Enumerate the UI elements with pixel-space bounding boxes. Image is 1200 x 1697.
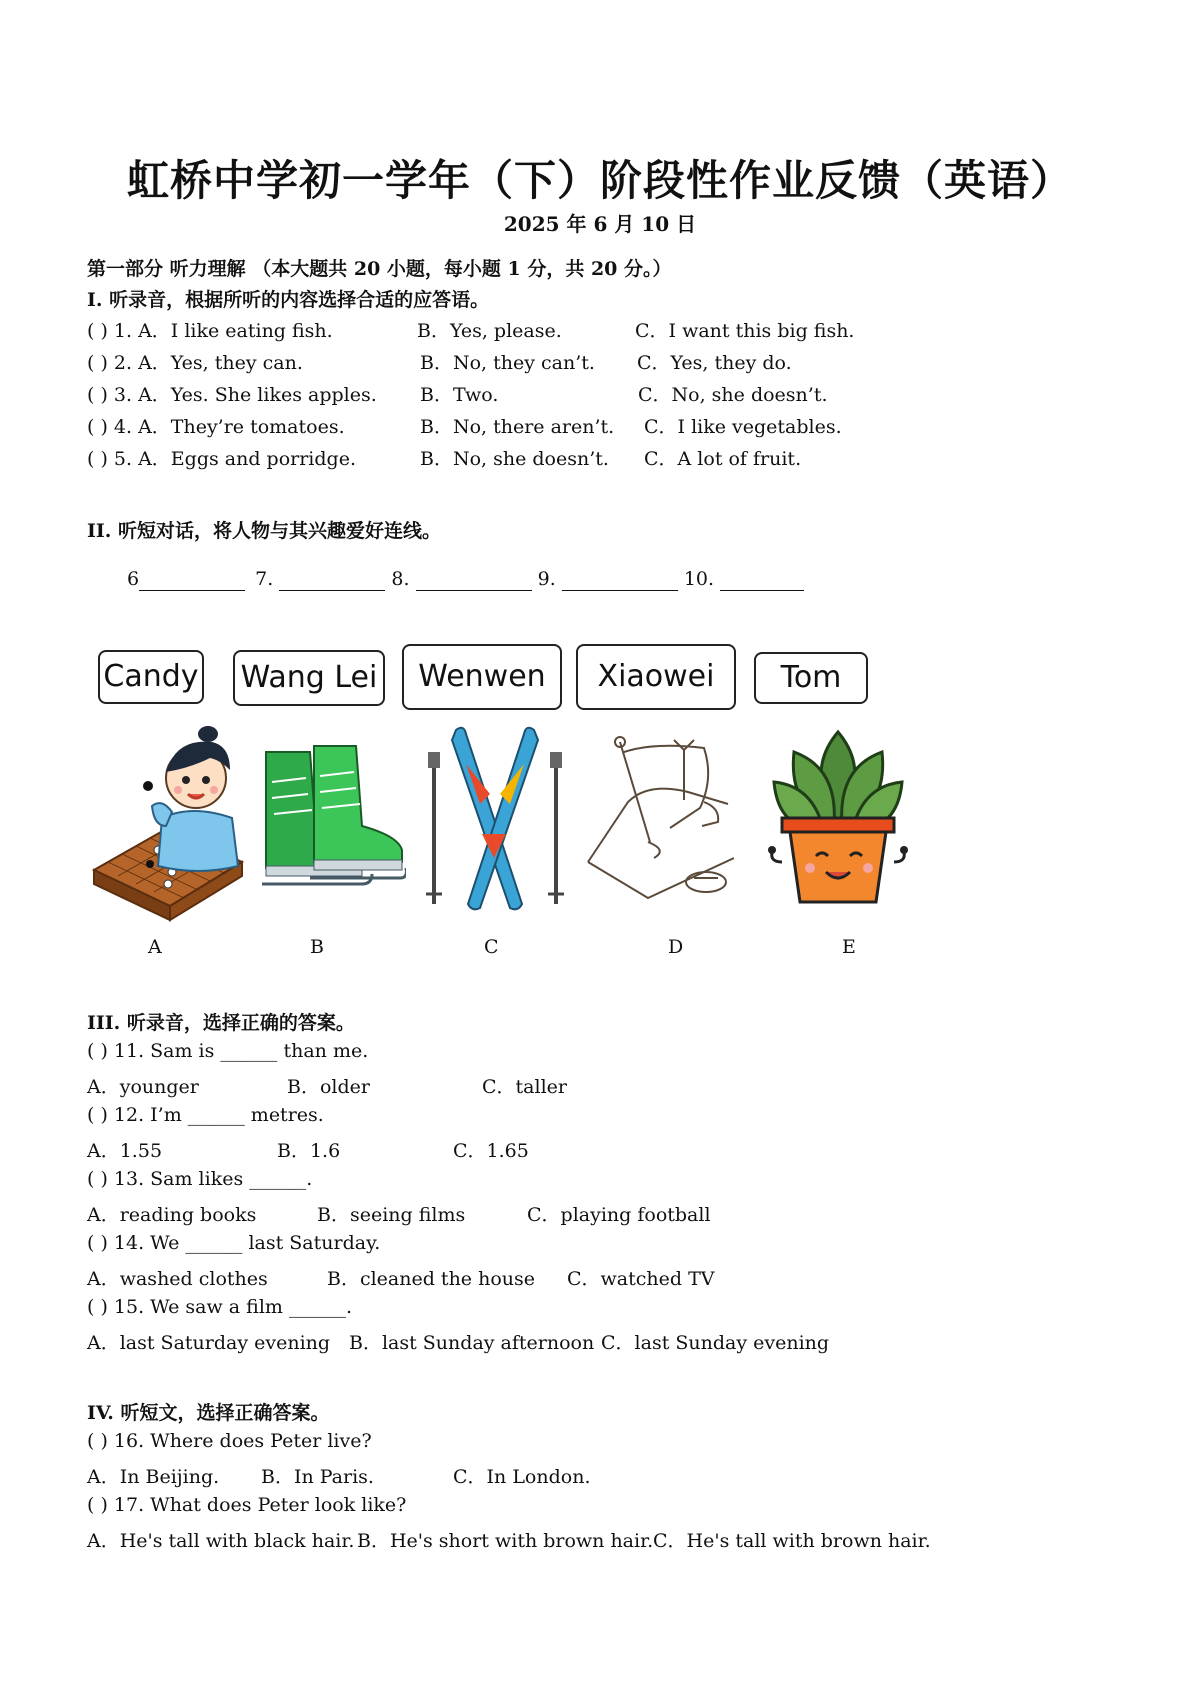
- question-15-options: [87, 1328, 1087, 1355]
- question-14-b: B．cleaned the house: [327, 1268, 535, 1290]
- page-title: 虹桥中学初一学年（下）阶段性作业反馈（英语）: [126, 156, 1073, 205]
- blank-10[interactable]: [720, 568, 804, 591]
- question-3: [87, 380, 828, 407]
- question-14-stem: ( ) 14. We ______ last Saturday.: [87, 1232, 381, 1254]
- question-17-b: B．He's short with brown hair.: [357, 1530, 654, 1552]
- question-12-a: A．1.55: [87, 1140, 163, 1162]
- question-11-c: C．taller: [482, 1076, 567, 1098]
- question-4-c: C．I like vegetables.: [644, 416, 842, 438]
- picture-letter-e: E: [842, 936, 856, 958]
- question-2-a: ( ) 2. A．Yes, they can.: [87, 352, 303, 374]
- question-15-stem: ( ) 15. We saw a film ______.: [87, 1296, 353, 1318]
- question-17-options: [87, 1526, 1137, 1553]
- part1-heading: 第一部分 听力理解 （本大题共 20 小题，每小题 1 分，共 20 分。）: [87, 258, 672, 280]
- question-12-b: B．1.6: [277, 1140, 341, 1162]
- question-12-options: [87, 1136, 1087, 1163]
- question-1: [87, 316, 855, 343]
- page-date: 2025 年 6 月 10 日: [503, 212, 697, 236]
- question-11-options: [87, 1072, 1087, 1099]
- question-4-b: B．No, there aren’t.: [420, 416, 615, 438]
- section3-heading: III. 听录音，选择正确的答案。: [87, 1012, 355, 1034]
- question-16-stem: ( ) 16. Where does Peter live?: [87, 1430, 372, 1452]
- blank-9[interactable]: [562, 568, 678, 591]
- question-16-c: C．In London.: [453, 1466, 591, 1488]
- question-5-b: B．No, she doesn’t.: [420, 448, 609, 470]
- question-1-a: ( ) 1. A．I like eating fish.: [87, 320, 333, 342]
- question-11-a: A．younger: [87, 1076, 199, 1098]
- question-17-c: C．He's tall with brown hair.: [653, 1530, 931, 1552]
- match-blanks: [127, 568, 804, 591]
- question-3-c: C．No, she doesn’t.: [638, 384, 828, 406]
- question-1-b: B．Yes, please.: [417, 320, 562, 342]
- question-3-a: ( ) 3. A．Yes. She likes apples.: [87, 384, 377, 406]
- blank-6[interactable]: [139, 568, 245, 591]
- question-11-stem: ( ) 11. Sam is ______ than me.: [87, 1040, 369, 1062]
- skis-picture: [420, 724, 570, 914]
- sewing-picture: [584, 732, 734, 902]
- blank-9-label: 9.: [537, 568, 556, 590]
- question-1-c: C．I want this big fish.: [635, 320, 855, 342]
- question-12-c: C．1.65: [453, 1140, 529, 1162]
- question-14-options: [87, 1264, 1087, 1291]
- section2-heading: II. 听短对话，将人物与其兴趣爱好连线。: [87, 520, 442, 542]
- question-4-a: ( ) 4. A．They’re tomatoes.: [87, 416, 345, 438]
- name-box-wenwen[interactable]: Wenwen: [402, 644, 562, 710]
- question-15-c: C．last Sunday evening: [601, 1332, 830, 1354]
- question-13-a: A．reading books: [87, 1204, 257, 1226]
- question-16-options: [87, 1462, 1087, 1489]
- picture-letter-c: C: [484, 936, 499, 958]
- name-box-tom[interactable]: Tom: [754, 652, 868, 704]
- question-4: [87, 412, 842, 439]
- question-2-b: B．No, they can’t.: [420, 352, 595, 374]
- ice-skates-picture: [256, 742, 406, 902]
- question-5-c: C．A lot of fruit.: [644, 448, 802, 470]
- question-13-c: C．playing football: [527, 1204, 711, 1226]
- question-12-stem: ( ) 12. I’m ______ metres.: [87, 1104, 324, 1126]
- question-2-c: C．Yes, they do.: [637, 352, 792, 374]
- question-15-b: B．last Sunday afternoon: [349, 1332, 595, 1354]
- blank-7-label: 7.: [255, 568, 274, 590]
- name-box-wang-lei[interactable]: Wang Lei: [233, 650, 385, 706]
- potted-plant-picture: [768, 722, 908, 912]
- question-13-stem: ( ) 13. Sam likes ______.: [87, 1168, 313, 1190]
- question-13-b: B．seeing films: [317, 1204, 466, 1226]
- question-14-c: C．watched TV: [567, 1268, 715, 1290]
- question-16-b: B．In Paris.: [261, 1466, 374, 1488]
- section4-heading: IV. 听短文，选择正确答案。: [87, 1402, 330, 1424]
- section1-heading: I. 听录音，根据所听的内容选择合适的应答语。: [87, 289, 490, 311]
- name-box-xiaowei[interactable]: Xiaowei: [576, 644, 736, 710]
- picture-letter-b: B: [310, 936, 324, 958]
- question-17-a: A．He's tall with black hair.: [87, 1530, 355, 1552]
- question-3-b: B．Two.: [420, 384, 499, 406]
- blank-8-label: 8.: [391, 568, 410, 590]
- go-game-picture: [88, 722, 248, 922]
- picture-letter-a: A: [148, 936, 162, 958]
- question-13-options: [87, 1200, 1087, 1227]
- blank-10-label: 10.: [683, 568, 715, 590]
- question-14-a: A．washed clothes: [87, 1268, 268, 1290]
- question-2: [87, 348, 792, 375]
- picture-letter-d: D: [668, 936, 684, 958]
- question-17-stem: ( ) 17. What does Peter look like?: [87, 1494, 407, 1516]
- question-5: [87, 444, 802, 471]
- question-15-a: A．last Saturday evening: [87, 1332, 331, 1354]
- name-box-candy[interactable]: Candy: [98, 650, 204, 704]
- question-5-a: ( ) 5. A．Eggs and porridge.: [87, 448, 356, 470]
- blank-7[interactable]: [279, 568, 385, 591]
- question-16-a: A．In Beijing.: [87, 1466, 220, 1488]
- blank-6-label: 6: [127, 568, 140, 590]
- question-11-b: B．older: [287, 1076, 370, 1098]
- blank-8[interactable]: [416, 568, 532, 591]
